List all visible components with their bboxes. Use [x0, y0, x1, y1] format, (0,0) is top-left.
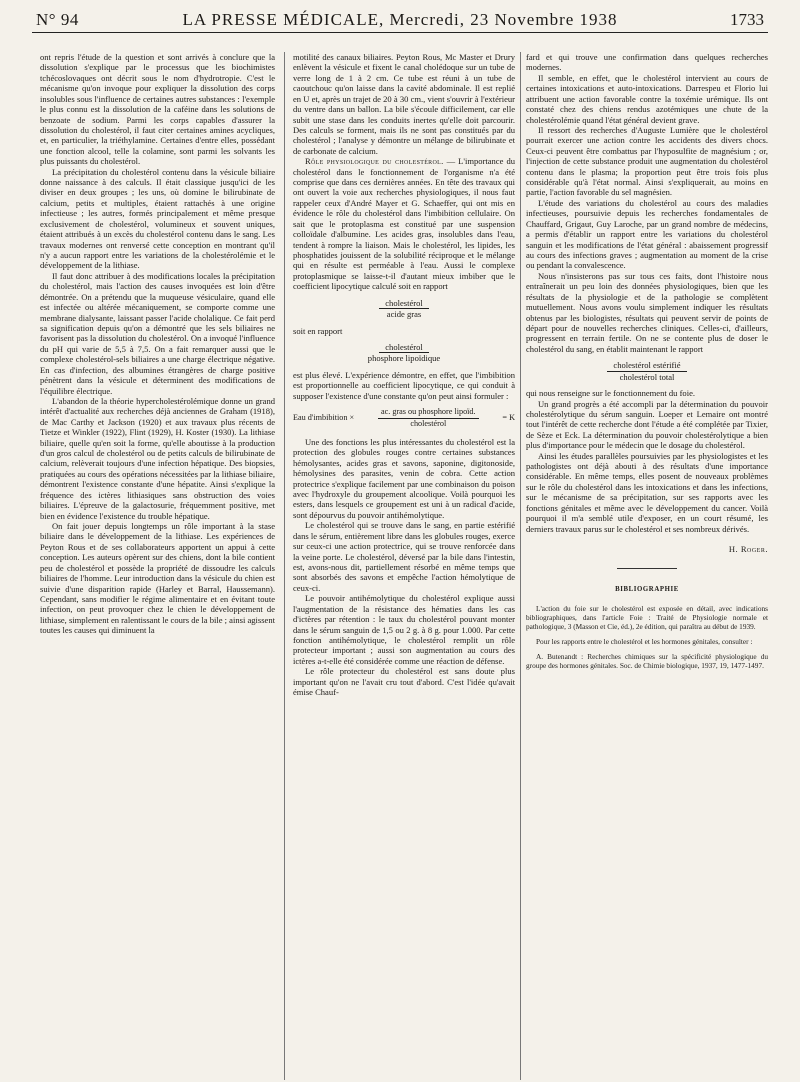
column-1 — [40, 52, 275, 1080]
equation-numerator: ac. gras ou phosphore lipoïd. — [378, 407, 479, 418]
bibliography — [526, 604, 768, 671]
imbibition-equation — [293, 407, 515, 429]
bibliography-entry: L'action du foie sur le cholestérol est exposée en détail, avec indications bibliographiques, dans l'article Foie : Traité de Physiologie normale et pathologique, 3 (Masson et Cie, éd.), 2e édition, qui paraîtra au début de 1939. — [526, 603, 768, 632]
fraction-denominator: cholestérol total — [619, 371, 675, 382]
journal-title: LA PRESSE MÉDICALE, Mercredi, 23 Novembre 1938 — [182, 10, 618, 29]
fraction-denominator: acide gras — [386, 309, 422, 320]
bibliography-heading: BIBLIOGRAPHIE — [615, 586, 679, 594]
fraction-numerator: cholestérol — [379, 298, 429, 309]
equation-left: Eau d'imbibition × — [293, 412, 355, 422]
paragraph: Le pouvoir antihémolytique du cholestérol explique aussi l'augmentation de la résistance des hématies dans les cas d'ictères par rétention : le taux du cholestérol pouvant monter dans le sérum sanguin de 1,5 ou 2 g. à 8 g. pour 1.000. Par cette fonction antihémolytique, le cholestérol remplit un rôle protecteur important ; aussi son augmentation au cours des ictères a-t-elle été considérée comme une réaction de défense. — [293, 593, 515, 666]
issue-number: N° 94 — [36, 10, 79, 29]
paragraph: est plus élevé. L'expérience démontre, en effet, que l'imbibition est proportionnelle au coefficient lipocytique, ce qui conduit à supposer l'existence d'une constante qu'on peut ainsi formuler : — [293, 369, 515, 401]
fraction-numerator: cholestérol — [379, 342, 429, 353]
page-number: 1733 — [730, 10, 764, 29]
bibliography-entry: Pour les rapports entre le cholestérol et les hormones génitales, consulter : — [536, 637, 753, 647]
paragraph: On fait jouer depuis longtemps un rôle important à la stase biliaire dans le développement de la lithiase. Les expériences de Peyton Rous et de ses collaborateurs apportent un appui à cette conception. Les auteurs opèrent sur des chiens, dont la bile contient peu de cholestérol et possède la propriété de dissoudre les calculs biliaires de l'homme. Leur introduction dans la vésicule du chien est suivie d'une disparition rapide (Harley et Barral, Haussemann). Cependant, sans modifier le régime alimentaire et en évitant toute infection, on peut provoquer chez le chien le développement de lithiase, simplement en ralentissant le cours de la bile ; ainsi agissent toutes les causes qui diminuent la — [40, 520, 275, 636]
column-rule-right — [520, 52, 521, 1080]
paragraph: soit en rapport — [293, 325, 343, 336]
paragraph: Nous n'insisterons pas sur tous ces faits, dont l'histoire nous entraînerait un peu loin des données physiologiques, bien que les résultats de la physiologie et de la pathologie se complètent mutuellement. Nous avons voulu simplement indiquer les résultats obtenus par les biologistes, résultats qui peuvent servir de points de départ pour de nouvelles recherches cliniques. Celles-ci, d'ailleurs, progressent en terrain fertile. On ne se contente plus de doser le cholestérol du sang, en établit maintenant le rapport — [526, 270, 768, 354]
paragraph: fard et qui trouve une confirmation dans quelques recherches modernes. — [526, 52, 768, 73]
paragraph: Un grand progrès a été accompli par la détermination du pouvoir cholestérolytique du sérum sanguin. Loeper et Lemaire ont montré tout l'intérêt de cette recherche dont l'étude a été complétée par Tixier, de Sèze et Eck. La détermination du pouvoir cholestérolytique a bien plus d'importance pour le médecin que le dosage du cholestérol. — [526, 398, 768, 451]
section-heading: Rôle physiologique du cholestérol. — [305, 156, 444, 167]
column-3 — [526, 52, 768, 1080]
paragraph-text: — L'importance du cholestérol dans le fonctionnement de l'organisme n'a été comprise que dans ces dernières années. En tête des travaux qui ont ouvert la voie aux recherches physiologiques, il nous faut rappeler ceux d'André Mayer et G. Schaeffer, qui ont mis en évidence le rôle du cholestérol dans l'imbibition cellulaire. On sait que le protoplasma est constitué par une suspension colloïdale d'albumine. Les acides gras, insolubles dans l'eau, tendent à rompre la liaison. Mais le cholestérol, les lipides, les phosphatides jouissent de la solubilité réciproque et le mélange qui en résulte est perméable à l'eau. Aussi le complexe protoplasmique se laisse-t-il d'autant mieux imbiber que le coefficient lipocytique calculé soit en rapport — [293, 156, 515, 292]
page-header — [32, 8, 768, 33]
paragraph: Le cholestérol qui se trouve dans le sang, en partie estérifié dans le sérum, entièrement libre dans les globules rouges, exerce sur ceux-ci une action protectrice, qui se trouve renforcée dans la veine porte. Le cholestérol, déversé par la bile dans l'intestin, est, avons-nous dit, partiellement résorbé en même temps que sont absorbés des savons et empêche l'action hémolytique de ceux-ci. — [293, 520, 515, 593]
equation-denominator: cholestérol — [410, 418, 447, 428]
divider — [617, 568, 677, 569]
equation-fraction — [378, 407, 479, 429]
bibliography-entry: A. Butenandt : Recherches chimiques sur la spécificité physiologique du groupe des hormones génitales. Soc. de Chimie biologique, 1937, 19, 1477-1497. — [526, 652, 768, 671]
paragraph: L'abandon de la théorie hypercholestérolémique donne un grand intérêt d'actualité aux recherches déjà anciennes de Graham (1918), de Mac Carthy et Jackson (1920) et aux travaux plus récents de Tietze et Winkler (1922), Flint (1929), H. Koster (1930). La lithiase biliaire, quelle qu'en soit la forme, qu'elle aboutisse à la production d'un gros calcul de cholestérol ou de petits calculs de bilirubinate de calcium, relèverait toujours d'une infection hépatique. Des biopsies, pratiquées au cours des opérations nécessitées par la lithiase biliaire, démontrent l'existence constante d'une hépatite. Ainsi s'explique la fréquence des ictères lithiasiques sans obstruction des voies biliaires. L'épreuve de la galactosurie, fréquemment positive, met bien en évidence l'existence du trouble hépatique. — [40, 395, 275, 521]
author-signature: H. Roger. — [728, 543, 768, 554]
paragraph: Il faut donc attribuer à des modifications locales la précipitation du cholestérol, mais l'action des causes invoquées est loin d'être démontrée. On a prétendu que la muqueuse vésiculaire, quand elle est infectée ou altérée mécaniquement, se comporte comme une membrane dialysante, laissant passer l'acide cholalique. Ce fait perd sa signification depuis qu'on a démontré que les sels biliaires ne favorisent pas la dissolution du cholestérol. On a invoqué l'influence du pH qui varie de 5,5 à 7,5. On a fait remarquer aussi que le complexe cholestérol-sels biliaires a une charge électrique négative. En cas d'infection, des albumines étrangères de charge positive pénètrent dans la vésicule et déterminent des modifications de l'équilibre électrique. — [40, 270, 275, 396]
section-paragraph — [293, 156, 515, 291]
paragraph: ont repris l'étude de la question et sont arrivés à conclure que la dissolution s'explique par le processus que les biochimistes tchécoslovaques ont décrit sous le nom d'hydrotropie. C'est le mécanisme qu'on invoque pour expliquer la dissolution des corps insolubles sous l'influence de certaines autres substances : l'exemple le plus connu est la dissolution de la caféine dans les solutions de benzoate de sodium. Parmi les corps capables d'assurer la dissolution du cholestérol, il faut citer certaines amines acycliques, et, en particulier, la triéthylamine. Certaines d'entre elles, possédant une fonction alcool, telle la colamine, sont parmi les solvants les plus puissants du cholestérol. — [40, 52, 275, 167]
equation-right: = K — [502, 412, 515, 422]
paragraph: Ainsi les études parallèles poursuivies par les physiologistes et les pathologistes ont déjà abouti à des résultats d'une importance considérable. En même temps, elles posent de nouveaux problèmes sur le rôle du cholestérol dans les intoxications et dans les infections, sur le mécanisme de sa précipitation, sur ses rapports avec les fonctions génitales et même avec le développement du cancer. Voilà pourquoi il m'a semblé utile d'exposer, en un court résumé, les derniers travaux parus sur le cholestérol et ses nombreux dérivés. — [526, 450, 768, 534]
paragraph: qui nous renseigne sur le fonctionnement du foie. — [526, 388, 695, 399]
fraction-lipocytic-1 — [293, 298, 515, 320]
fraction-denominator: phosphore lipoïdique — [367, 353, 441, 364]
paragraph: motilité des canaux biliaires. Peyton Rous, Mc Master et Drury enlèvent la vésicule et fixent le canal cholédoque sur un tube de verre long de 1 à 2 cm. Ce tube est réuni à un tube de caoutchouc qu'on laisse dans la cavité abdominale. Il est replié en U et, après un trajet de 20 à 30 cm., vient s'ouvrir à l'extérieur du ventre dans un ballon. La bile s'écoule difficilement, car elle subit une stase dans les conduits inertes qu'elle doit parcourir. Des calculs se forment, mais ils ne sont pas constitués par du cholestérol ; l'analyse y démontre un mélange de bilirubinate et de carbonate de calcium. — [293, 52, 515, 156]
fraction-numerator: cholestérol estérifié — [607, 360, 686, 371]
column-rule-left — [284, 52, 285, 1080]
paragraph: La précipitation du cholestérol contenu dans la vésicule biliaire donne naissance à des calculs. Il était classique jusqu'ici de les diviser en deux groupes ; les uns, où domine le bilirubinate de calcium, petits et multiples, étaient rattachés à une origine infectieuse ; les autres, formés principalement et même presque exclusivement de cholestérol, volumineux et souvent uniques, étaient attribués à un excès du cholestérol contenu dans le sang. Les travaux modernes ont renversé cette conception en montrant qu'il n'y a aucun rapport entre les variations de la cholestérolémie et le développement de la lithiase. — [40, 166, 275, 271]
column-2 — [293, 52, 515, 1080]
paragraph: Une des fonctions les plus intéressantes du cholestérol est la protection des globules rouges contre certaines substances hémolysantes, acides gras et savons, saponine, digitonoside, hémolysines des parasites, venin de cobra. Cette action protectrice s'explique facilement par une combinaison du poison avec l'hydroxyle du groupement alcoolique. Voilà pourquoi les esters, dans lesquels ce groupement est uni à un radical d'acide, sont dépourvus du pouvoir antihémolytique. — [293, 436, 515, 520]
paragraph: L'étude des variations du cholestérol au cours des maladies infectieuses, poursuivie depuis les recherches fondamentales de Chauffard, Grigaut, Guy Laroche, par un grand nombre de médecins, a permis d'établir un rapport entre les variations du cholestérol sanguin et les modifications de l'état général : abaissement progressif au cours des infections graves ; augmentation au moment de la crise ou pendant la convalescence. — [526, 197, 768, 271]
paragraph: Le rôle protecteur du cholestérol est sans doute plus important qu'on ne l'avait cru tout d'abord. C'est l'idée qu'avait émise Chauf- — [293, 666, 515, 698]
fraction-cholesterol-ratio — [526, 360, 768, 382]
paragraph: Il semble, en effet, que le cholestérol intervient au cours de certaines intoxications et auto-intoxications. Darrespeu et Florio lui attribuent une action favorable contre la toxémie urémique. Ils ont constaté chez des chiens rendus azotémiques une chute de la cholestérolémie quand l'état général devient grave. — [526, 72, 768, 125]
fraction-lipocytic-2 — [293, 342, 515, 364]
paragraph: Il ressort des recherches d'Auguste Lumière que le cholestérol pourrait exercer une action contre les accidents des divers chocs. Ceux-ci peuvent être combattus par l'hyposulfite de magnésium ; or, l'injection de cette substance produit une augmentation du cholestérol contenu dans le plasma; la proportion peut être trois fois plus considérable qu'à l'état normal. Ainsi s'expliquerait, au moins en partie, l'action favorable du sel magnésien. — [526, 124, 768, 198]
